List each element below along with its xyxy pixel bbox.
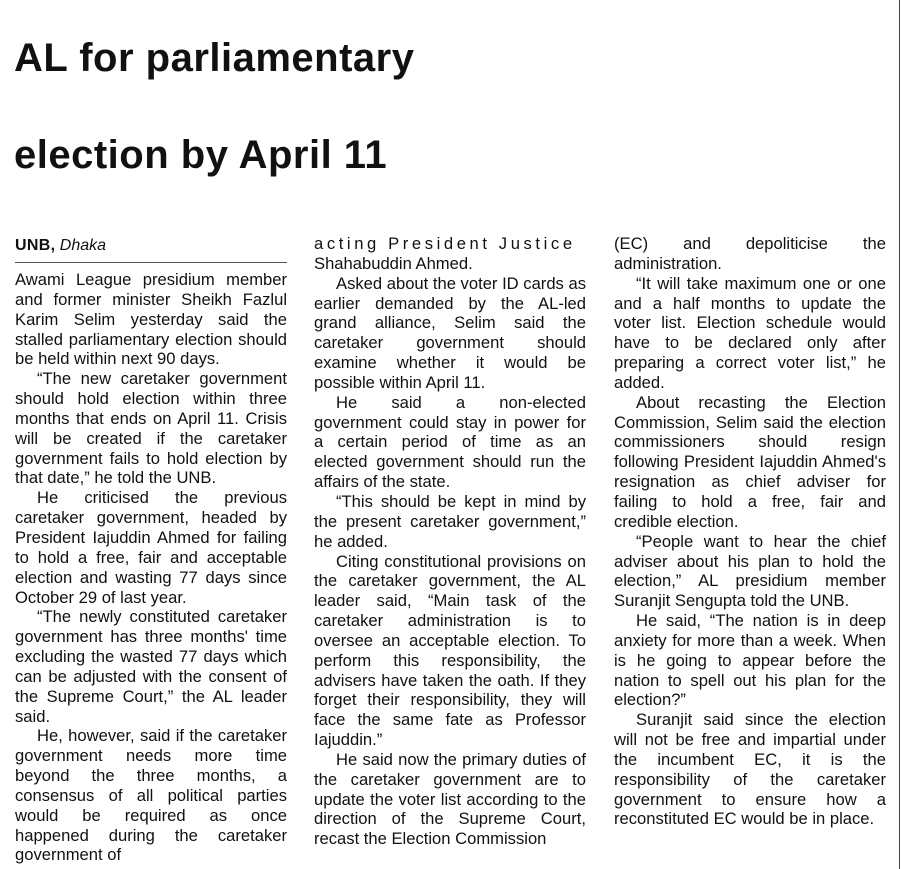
paragraph: “It will take maximum one or one and a half months to update the voter list. Election schedule would have to be declared only after preparing a correct voter list,” he added. bbox=[614, 273, 886, 392]
headline bbox=[14, 10, 894, 204]
paragraph: Awami League presidium member and former minister Sheikh Fazlul Karim Selim yesterday said the stalled parliamentary election should be held within next 90 days. bbox=[15, 270, 287, 369]
byline bbox=[15, 236, 287, 256]
article-column-2 bbox=[314, 234, 586, 849]
paragraph: Citing constitutional provisions on the caretaker government, the AL leader said, “Main task of the caretaker administration is to oversee an acceptable election. To perform this responsibility, the advisers have taken the oath. If they forget their responsibility, they will face the same fate as Professor Iajuddin.” bbox=[314, 551, 586, 750]
headline-line-1: AL for parliamentary bbox=[14, 36, 415, 80]
paragraph: “People want to hear the chief adviser about his plan to hold the election,” AL presidium member Suranjit Sengupta told the UNB. bbox=[614, 531, 886, 611]
paragraph: He said, “The nation is in deep anxiety for more than a week. When is he going to appear before the nation to spell out his plan for the election?” bbox=[614, 611, 886, 710]
paragraph-continued: acting President Justice bbox=[314, 234, 576, 253]
paragraph: He said now the primary duties of the caretaker government are to update the voter list according to the direction of the Supreme Court, recast the Election Commission bbox=[314, 749, 586, 849]
paragraph: He criticised the previous caretaker government, headed by President Iajuddin Ahmed for failing to hold a free, fair and acceptable election and wasting 77 days since October 29 of last year. bbox=[15, 488, 287, 607]
byline-place: Dhaka bbox=[59, 237, 107, 254]
byline-agency: UNB, bbox=[15, 237, 56, 254]
paragraph-continued: Shahabuddin Ahmed. bbox=[314, 253, 473, 273]
paragraph: He said a non-elected government could stay in power for a certain period of time as an elected government should run the affairs of the state. bbox=[314, 392, 586, 492]
paragraph: About recasting the Election Commission, Selim said the election commissioners should resign following President Iajuddin Ahmed's resignation as chief adviser for failing to hold a free, fair and credible election. bbox=[614, 392, 886, 531]
headline-line-2: election by April 11 bbox=[14, 133, 388, 177]
byline-divider bbox=[15, 262, 287, 263]
paragraph: “This should be kept in mind by the present caretaker government,” he added. bbox=[314, 491, 586, 551]
paragraph-continued: (EC) and depoliticise the administration. bbox=[614, 234, 886, 273]
paragraph: Asked about the voter ID cards as earlier demanded by the AL-led grand alliance, Selim said the caretaker government should examine whether it would be possible within April 11. bbox=[314, 273, 586, 392]
article-column-3 bbox=[614, 234, 886, 829]
paragraph: “The newly constituted caretaker government has three months' time excluding the wasted 77 days which can be adjusted with the consent of the Supreme Court,” the AL leader said. bbox=[15, 607, 287, 726]
article-column-1 bbox=[15, 236, 287, 865]
paragraph: “The new caretaker government should hold election within three months that ends on April 11. Crisis will be created if the caretaker government fails to hold election by that date,” he told the UNB. bbox=[15, 369, 287, 488]
paragraph: Suranjit said since the election will not be free and impartial under the incumbent EC, it is the responsibility of the caretaker government to ensure how a reconstituted EC would be in place. bbox=[614, 710, 886, 829]
column-border-rule bbox=[899, 0, 900, 869]
paragraph: He, however, said if the caretaker government needs more time beyond the three months, a consensus of all political parties would be required as once happened during the caretaker government of bbox=[15, 726, 287, 865]
